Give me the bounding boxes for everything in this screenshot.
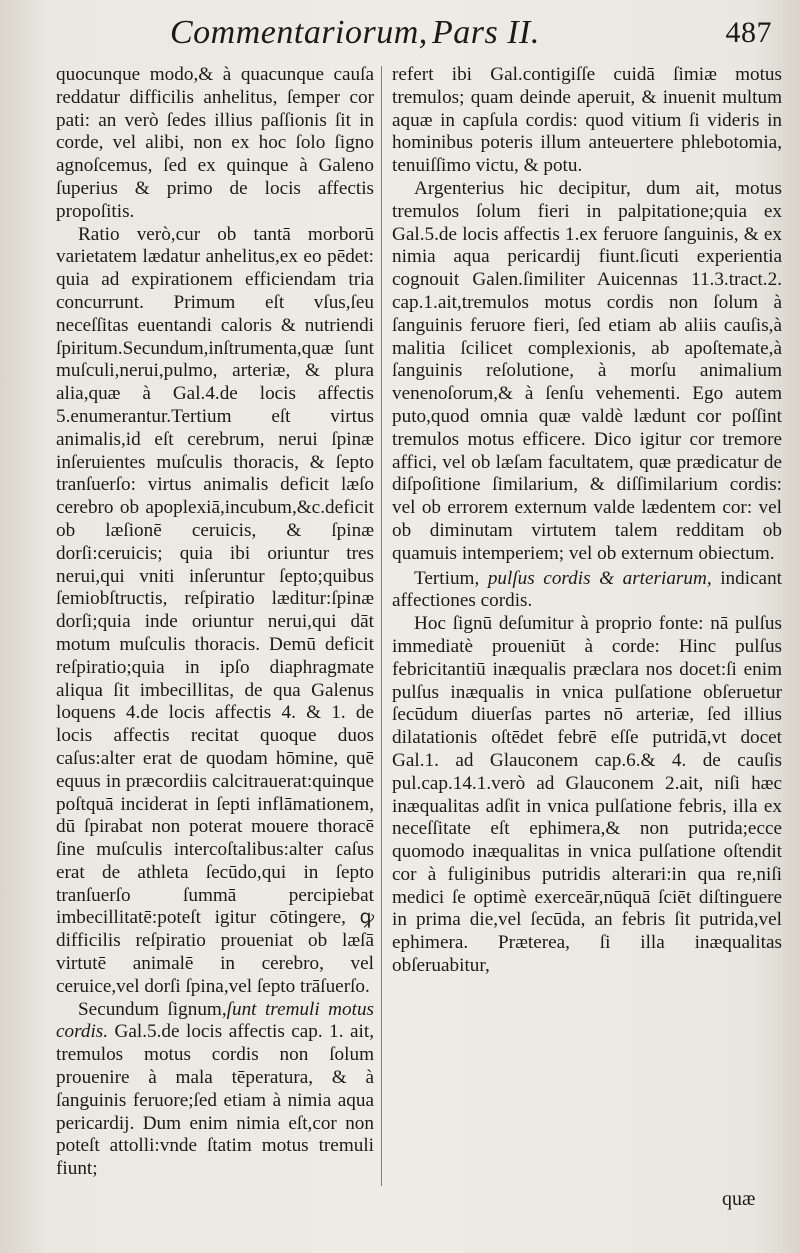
running-header	[170, 14, 780, 54]
catchword: quæ	[722, 1188, 756, 1210]
third-sign-lead: Tertium,	[414, 567, 488, 589]
left-paragraph-2: Ratio verò,cur ob tantā morborū varietatem lædatur anhelitus,ex eo pēdet: quia ad expirationem efficiendam tria concurrunt. Primum eſt vſus,ſeu neceſſitas euentandi caloris & nutriendi ſpiritum.Secundum,inſtrumenta,quæ ſunt muſculi,nerui,pulmo, arteriæ, & plura alia,quæ à Gal.4.de locis affectis 5.enumerantur.Tertium eſt virtus animalis,id eſt cerebrum, nerui ſpinæ inſeruientes muſculis thoracis, & ſepto tranſuerſo: virtus animalis deficit læſo cerebro ob apoplexiā,incubum,&c.deficit ob læſionē ceruicis, & ſpinæ dorſi:ceruicis; quia ibi oriuntur tres nerui,qui vniti inſeruntur ſepto;quibus ſemiobſtructis, reſpiratio læditur:ſpinæ dorſi;quia inde oriuntur nerui,qui dāt motum muſculis thoracis. Demū deficit reſpiratio;quia in ipſo diaphragmate aliqua ſit imbecillitas, de qua Galenus loquens 4.de locis affectis 4. & 1. de locis affectis recitat quoque duos caſus:alter erat de quodam hōmine, quē equus in præcordiis calcitrauerat:quinque poſtquā inciderat in ſepti inflāmationem, dū ſpirabat non poterat mouere thoracē ſine muſculis intercoſtalibus:alter caſus erat de athleta ſecūdo,qui in ſepto tranſuerſo ſummā percipiebat imbecillitatē:poteſt igitur cōtingere, ꝙ difficilis reſpiratio proueniat ob læſā virtutē animalē in cerebro, vel ceruice,vel dorſi ſpina,vel ſepto trāſuerſo.	[56, 223, 374, 997]
left-column	[56, 64, 374, 1181]
third-sign-italic: pulſus cordis & arteriarum,	[487, 567, 712, 589]
column-divider	[381, 66, 382, 1186]
third-sign-rest: indicant affectiones cordis.	[392, 567, 782, 612]
running-title: Commentariorum,	[170, 14, 428, 51]
left-paragraph-3	[56, 999, 374, 1181]
second-sign-lead: Secundum ſignum,	[78, 998, 227, 1020]
page-number: 487	[725, 16, 772, 49]
second-sign-italic: ſunt tremuli motus cordis.	[56, 998, 375, 1043]
right-paragraph-2: Argenterius hic decipitur, dum ait, motus tremulos ſolum fieri in palpitatione;quia ex Gal.5.de locis affectis 1.ex feruore ſanguinis, & ex nimia aqua pericardij fiunt.ſicuti experientia cognouit Galen.ſimiliter Auicennas 11.3.tract.2. cap.1.ait,tremulos motus cordis non ſolum à ſanguinis feruore fieri, ſed etiam ab aliis cauſis,à malitia ſcilicet complexionis, ab apoſtemate,à ſanguinis reſolutione, à morſu animalium venenoſorum,& à ſenſu vehementi. Ego autem puto,quod omnia quæ valdè lædunt cor poſſint tremulos motus efficere. Dico igitur cor tremore affici, vel ob læſam facultatem, quæ prædicatur de diſpoſitione ſimilarium, & diſſimilarium cordis: vel ob errorem externum valde lædentem cor: vel ob diminutam virtutem talem redditam ob quamuis intemperiem; vel ob externum obiectum.	[392, 177, 782, 564]
part-label: Pars II.	[432, 14, 540, 51]
right-paragraph-3	[392, 568, 782, 614]
left-paragraph-1: quocunque modo,& à quacunque cauſa reddatur difficilis anhelitus, ſemper cor pati: an verò ſedes illius paſſionis ſit in corde, vel alibi, non ex hoc ſolo ſigno agnoſcemus, ſed ex quinque à Galeno ſuperius & primo de locis affectis propoſitis.	[56, 64, 374, 222]
right-paragraph-1: refert ibi Gal.contigiſſe cuidā ſimiæ motus tremulos; quam deinde aperuit, & inuenit multum aquæ in capſula cordis: quod vitium ſi videris in hominibus poteris illum anteuertere phlebotomia, tenuiſſimo victu, & potu.	[392, 64, 782, 177]
right-column	[392, 64, 782, 978]
right-paragraph-4: Hoc ſignū deſumitur à proprio fonte: nā pulſus immediatè proueniūt à corde: Hinc pulſus febricitantiū inæqualis præclara nos docet:ſi enim pulſus inæqualis in vnica pulſatione obſeruetur ſecūdum diuerſas partes nō arteriæ, ſed illius dilatationis oſtēdet febrē eſſe putridā,vt docet Gal.1. ad Glauconem cap.6.& 4. de cauſis pul.cap.14.1.verò ad Glauconem 2.ait, niſi hæc inæqualitas adſit in vnica pulſatione febris, illa ex neceſſitate eſt ephimera,& non putrida;ecce quomodo inæqualitas in vnica pulſatione oſtendit cor à fuliginibus putridis alterari:in qua re,niſi medici ſe optimè exerceār,nūquā ſciēt diſtinguere in prima die,vel ſecūda, an febris ſit putrida,vel ephimera. Præterea, ſi illa inæqualitas obſeruabitur,	[392, 613, 782, 977]
second-sign-rest: Gal.5.de locis affectis cap. 1. ait, tremulos motus cordis non ſolum prouenire à mala tēperatura, & à ſanguinis feruore;ſed etiam à nimia aqua pericardij. Dum enim nimia eſt,cor non poteſt attolli:vnde ſtatim motus tremuli fiunt;	[56, 1021, 374, 1180]
